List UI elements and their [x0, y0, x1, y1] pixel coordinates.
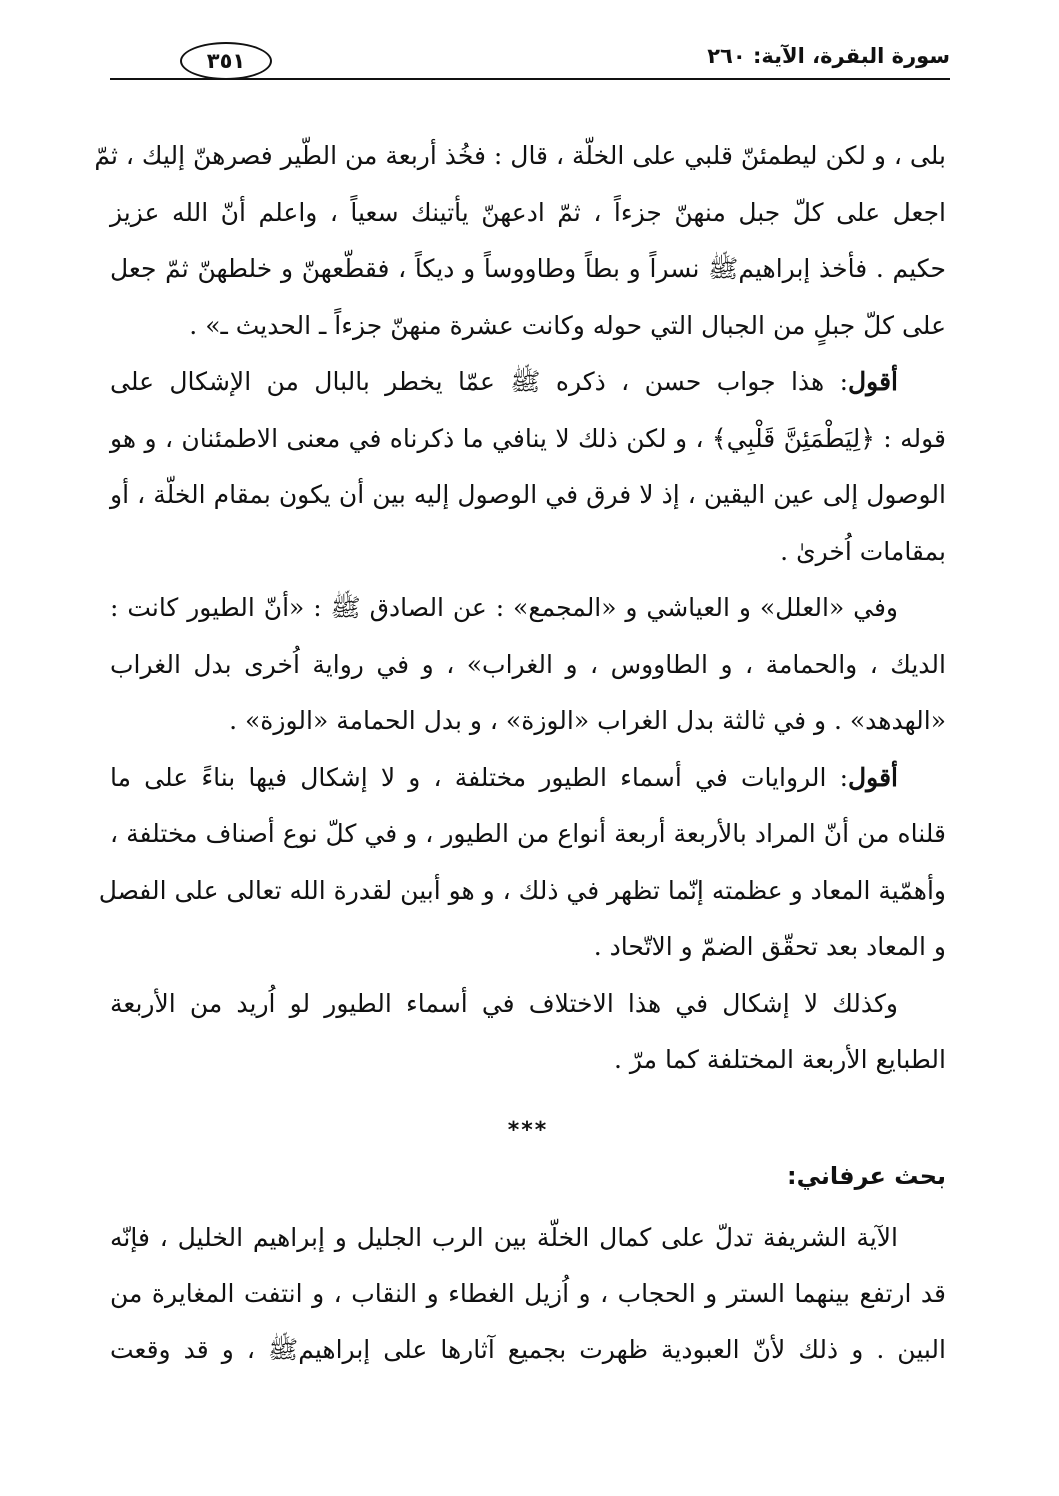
section-separator: *** [507, 1118, 549, 1143]
text-line: و المعاد بعد تحقّق الضمّ و الاتّحاد . [593, 932, 946, 961]
text-line: الوصول إلى عين اليقين ، إذ لا فرق في الوصول إليه بين أن يكون بمقام الخلّة ، أو [110, 480, 946, 509]
text-line: «الهدهد» . و في ثالثة بدل الغراب «الوزة» ، و بدل الحمامة «الوزة» . [229, 706, 946, 735]
header-rule [110, 78, 950, 80]
text-line: وأهمّية المعاد و عظمته إنّما تظهر في ذلك ، و هو أبين لقدرة الله تعالى على الفصل [98, 875, 946, 905]
body-text [94, 128, 946, 1089]
text-line: وكذلك لا إشكال في هذا الاختلاف في أسماء الطيور لو اُريد من الأربعة [110, 988, 898, 1018]
text-line: اجعل على كلّ جبل منهنّ جزءاً ، ثمّ ادعهنّ يأتينك سعياً ، واعلم أنّ الله عزيز [110, 197, 946, 227]
text-line [110, 750, 946, 807]
section-heading: بحث عرفاني: [786, 1162, 946, 1190]
text-line: بمقامات اُخرىٰ . [780, 536, 946, 566]
text-line [110, 354, 946, 411]
paragraph-lead: أقول [848, 762, 898, 792]
text-line: الآية الشريفة تدلّ على كمال الخلّة بين الرب الجليل و إبراهيم الخليل ، فإنّه [110, 1223, 898, 1252]
text-line: البين . و ذلك لأنّ العبودية ظهرت بجميع آثارها على إبراهيمﷺ ، و قد وقعت [110, 1335, 946, 1364]
section-text [110, 1210, 946, 1378]
text-span: : هذا جواب حسن ، ذكره ﷺ عمّا يخطر بالبال من الإشكال على [110, 367, 849, 396]
text-span: : الروايات في أسماء الطيور مختلفة ، و لا إشكال فيها بناءً على ما [110, 762, 849, 792]
paragraph-lead: أقول [848, 367, 898, 396]
text-line: بلى ، و لكن ليطمئنّ قلبي على الخلّة ، قال : فخُذ أربعة من الطّير فصرهنّ إليك ، ثمّ [94, 141, 946, 170]
page-number: ٣٥١ [180, 42, 272, 80]
text-line: على كلّ جبلٍ من الجبال التي حوله وكانت عشرة منهنّ جزءاً ـ الحديث ـ» . [189, 310, 946, 340]
text-line: وفي «العلل» و العياشي و «المجمع» : عن الصادق ﷺ : «أنّ الطيور كانت : [110, 593, 898, 622]
text-line: الديك ، والحمامة ، و الطاووس ، و الغراب» ، و في رواية اُخرى بدل الغراب [110, 649, 946, 679]
text-line: حكيم . فأخذ إبراهيمﷺ نسراً و بطاً وطاووساً و ديكاً ، فقطّعهنّ و خلطهنّ ثمّ جعل [110, 254, 946, 283]
header-title: سورة البقرة، الآية: ٢٦٠ [707, 44, 950, 68]
text-line: قوله : ﴿لِيَطْمَئِنَّ قَلْبِي﴾ ، و لكن ذلك لا ينافي ما ذكرناه في معنى الاطمئنان ، و هو [110, 423, 946, 453]
text-line: الطبايع الأربعة المختلفة كما مرّ . [613, 1045, 946, 1074]
text-line: قلناه من أنّ المراد بالأربعة أربعة أنواع من الطيور ، و في كلّ نوع أصناف مختلفة ، [110, 819, 946, 848]
text-line: قد ارتفع بينهما الستر و الحجاب ، و اُزيل الغطاء و النقاب ، و انتفت المغايرة من [110, 1279, 946, 1308]
